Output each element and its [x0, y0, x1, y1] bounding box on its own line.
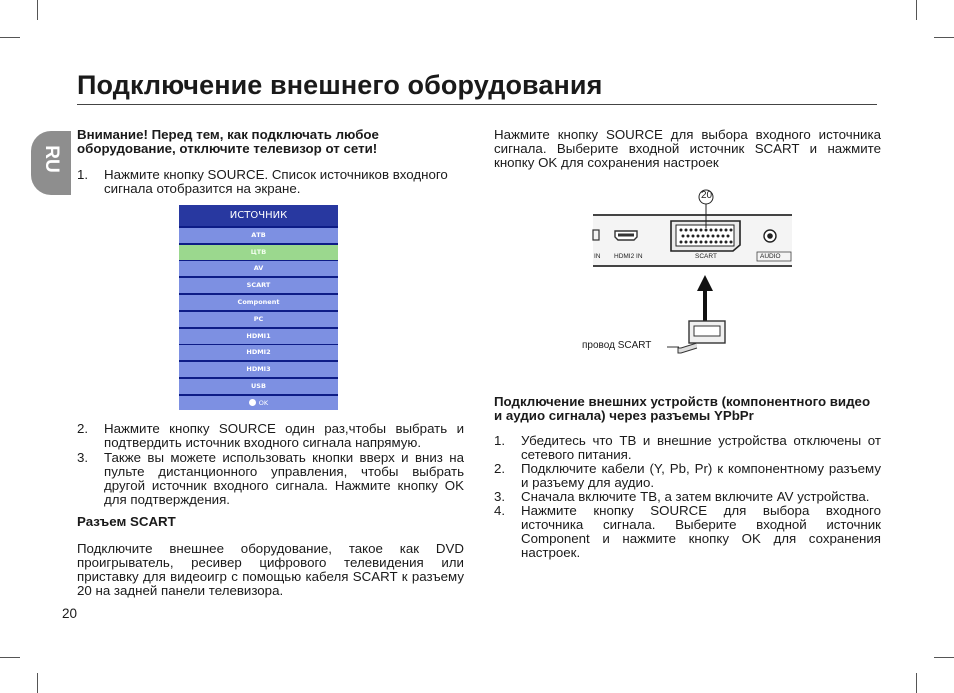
page-title: Подключение внешнего оборудования: [77, 70, 603, 100]
list-number: 1.: [77, 167, 89, 182]
step-list-1: [77, 168, 464, 196]
source-menu-item[interactable]: PC: [179, 312, 338, 327]
title-rule: [77, 104, 877, 105]
crop-mark: [916, 0, 917, 20]
source-menu-item[interactable]: HDMI3: [179, 362, 338, 377]
list-number: 2.: [77, 421, 89, 436]
ypbpr-steps: [494, 434, 881, 560]
list-number: 3.: [494, 489, 506, 504]
list-text: Нажмите кнопку SOURCE для выбора входного источника сигнала. Выберите входной источник Component и нажмите кнопку OK для сохранения настроек.: [521, 503, 881, 560]
list-text: Нажмите кнопку SOURCE один раз,чтобы выбрать и подтвердить источник входного сигнала напрямую.: [104, 421, 464, 450]
port-label: HDMI2 IN: [614, 253, 643, 260]
crop-mark: [934, 37, 954, 38]
warning-text: Внимание! Перед тем, как подключать любое оборудование, отключите телевизор от сети!: [77, 127, 379, 156]
source-menu-title: ИСТОЧНИК: [179, 205, 338, 226]
page-number: 20: [62, 606, 78, 621]
source-menu-item[interactable]: USB: [179, 379, 338, 394]
crop-mark: [0, 657, 20, 658]
source-menu-item[interactable]: HDMI2: [179, 345, 338, 360]
list-item: [77, 168, 464, 196]
partial-port: [593, 230, 599, 240]
source-menu-footer: [179, 396, 338, 410]
crop-mark: [37, 0, 38, 20]
list-number: 4.: [494, 503, 506, 518]
source-menu-item[interactable]: AV: [179, 261, 338, 276]
list-number: 2.: [494, 461, 506, 476]
crop-mark: [934, 657, 954, 658]
list-text: Нажмите кнопку SOURCE. Список источников входного сигнала отобразится на экране.: [104, 167, 448, 196]
list-number: 1.: [494, 433, 506, 448]
list-text: Сначала включите ТВ, а затем включите AV устройства.: [521, 489, 870, 504]
port-label: SCART: [695, 253, 717, 260]
crop-mark: [37, 673, 38, 693]
source-menu-item[interactable]: ЦТВ: [179, 245, 338, 260]
ypbpr-heading: Подключение внешних устройств (компонентного видео и аудио сигнала) через разъемы YPbPr: [494, 394, 871, 423]
scart-diagram: [575, 185, 805, 355]
scart-cable: [678, 343, 697, 353]
port-label: AUDIO: [760, 253, 781, 260]
step-list-2: [77, 422, 464, 507]
intro-paragraph: Нажмите кнопку SOURCE для выбора входного источника сигнала. Выберите входной источник SCART и нажмите кнопку OK для сохранения настроек: [494, 127, 881, 170]
list-item: [494, 434, 881, 462]
source-menu-item[interactable]: HDMI1: [179, 329, 338, 344]
crop-mark: [916, 673, 917, 693]
scart-paragraph: Подключите внешнее оборудование, такое как DVD проигрыватель, ресивер цифрового телевидения или приставку для видеоигр с помощью кабеля SCART к разъему 20 на задней панели телевизора.: [77, 541, 464, 598]
port-label: IN: [594, 253, 601, 260]
list-number: 3.: [77, 450, 89, 465]
cable-label: провод SCART: [582, 340, 652, 351]
callout-number: 20: [701, 190, 713, 201]
list-text: Также вы можете использовать кнопки вверх и вниз на пульте дистанционного управления, чтобы выбрать другой источник входного сигнала. Нажмите кнопку OK для подтверждения.: [104, 450, 464, 507]
source-menu-item[interactable]: АТВ: [179, 228, 338, 243]
crop-mark: [0, 37, 20, 38]
source-menu: [179, 205, 338, 409]
ok-button-icon: [249, 399, 256, 406]
list-item: [494, 504, 881, 560]
list-item: [77, 451, 464, 507]
ok-label: OK: [258, 398, 269, 407]
list-text: Подключите кабели (Y, Pb, Pr) к компонентному разъему и разъему для аудио.: [521, 461, 881, 490]
list-text: Убедитесь что ТВ и внешние устройства отключены от сетевого питания.: [521, 433, 881, 462]
language-tab-label: RU: [41, 145, 62, 173]
scart-heading: Разъем SCART: [77, 514, 176, 529]
source-menu-items: [179, 228, 338, 394]
source-menu-item[interactable]: SCART: [179, 278, 338, 293]
list-item: [77, 422, 464, 450]
list-item: [494, 490, 881, 504]
source-menu-item[interactable]: Component: [179, 295, 338, 310]
list-item: [494, 462, 881, 490]
